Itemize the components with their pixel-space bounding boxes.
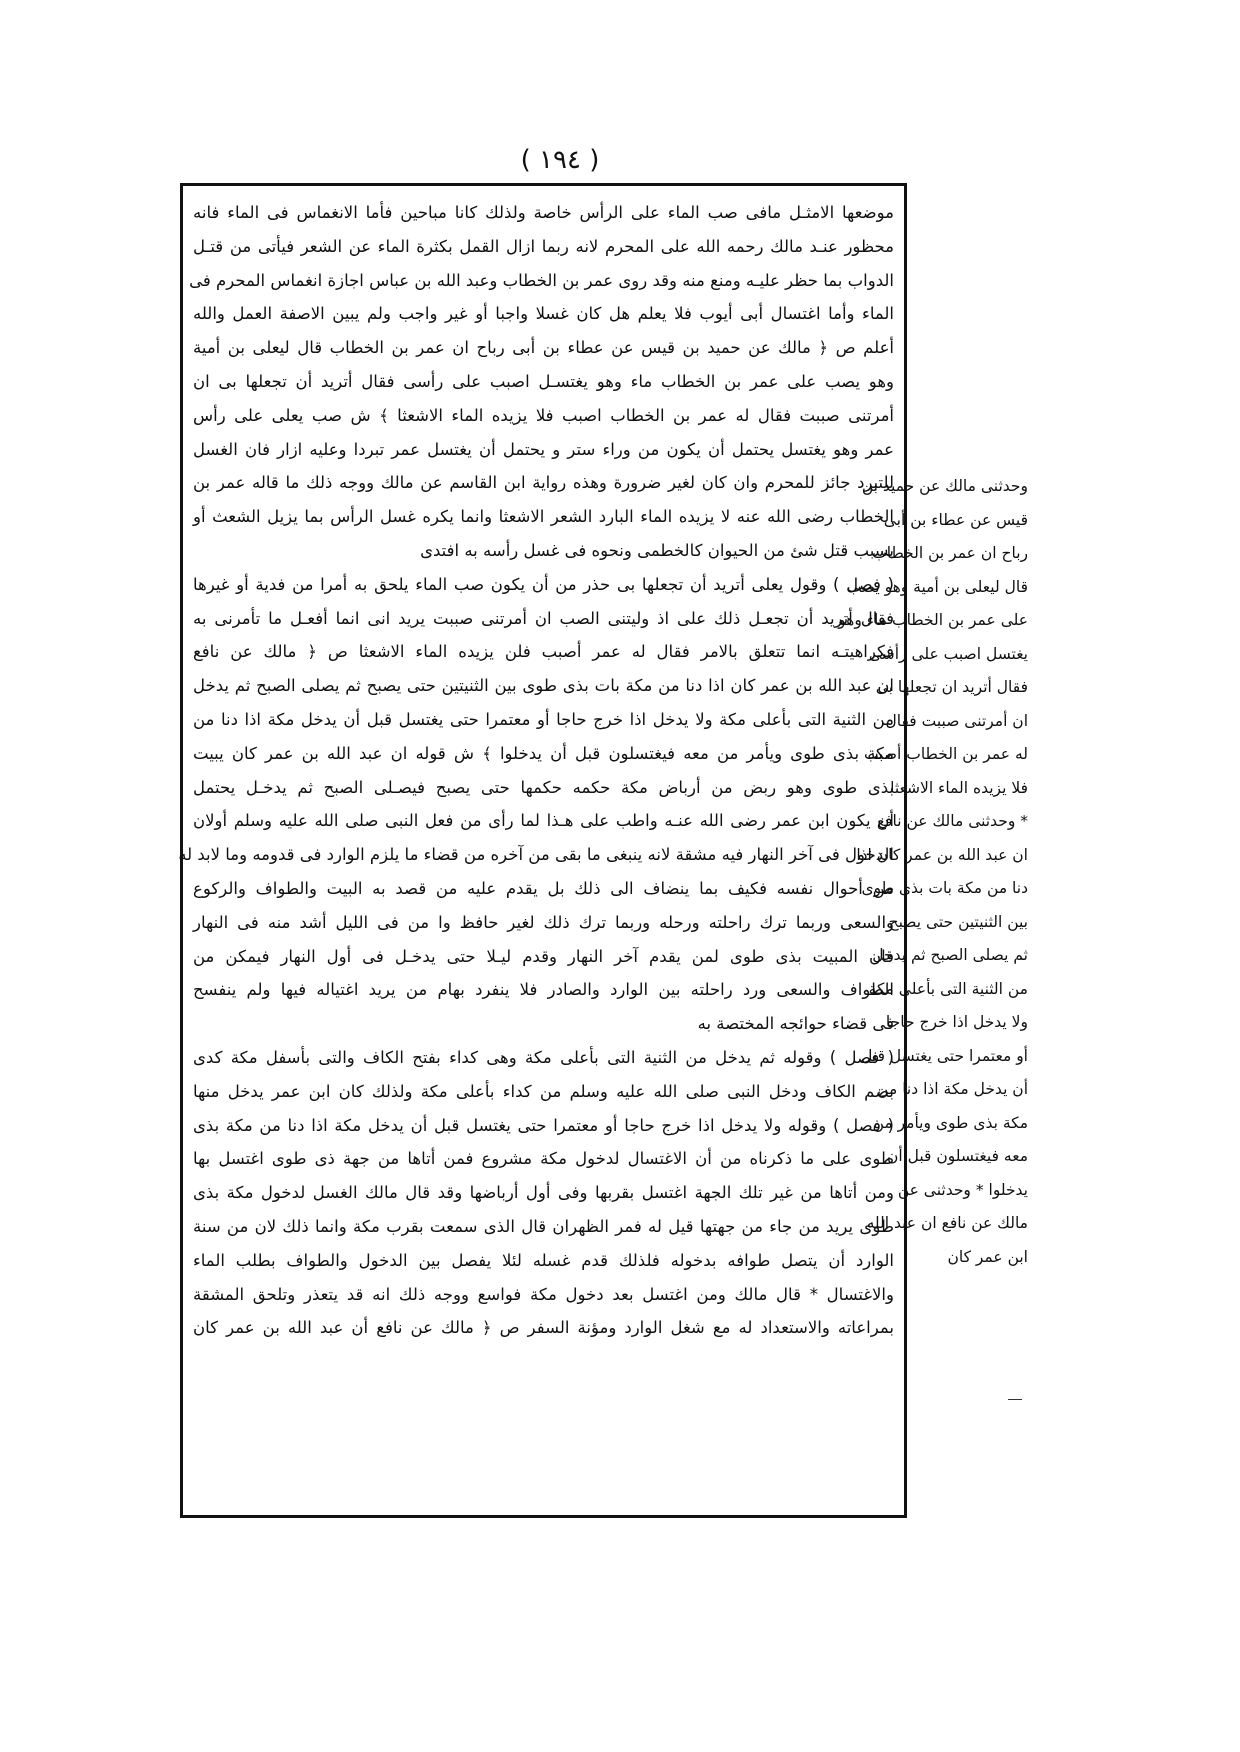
margin-text-line: رباح ان عمر بن الخطاب bbox=[872, 544, 1028, 562]
margin-text-line: فقال أتريد ان تجعلها بى bbox=[875, 678, 1028, 696]
main-text-line: بسبب قتل شئ من الحيوان كالخطمى ونحوه فى غسل رأسه به افتدى bbox=[420, 540, 894, 560]
margin-text-line: ولا يدخل اذا خرج حاجا bbox=[885, 1013, 1028, 1031]
margin-text-line: مكة بذى طوى ويأمر من bbox=[872, 1113, 1028, 1132]
main-text-line: ان عبد الله بن عمر كان اذا دنا من مكة بات بذى طوى بين الثنيتين حتى يصبح ثم يصلى الصبح ثم يدخل bbox=[193, 676, 894, 696]
margin-text-line: دنا من مكة بات بذى طوى bbox=[861, 879, 1028, 897]
margin-text-line: يدخلوا * وحدثنى عن bbox=[897, 1180, 1028, 1199]
main-text-line: الطواف والسعى ورد راحلته بين الوارد والصادر فلا ينفرد بهام من يريد اغتياله فيها ولم ينفسح bbox=[193, 980, 894, 1000]
main-text-line: بذى طوى وهو ربض من أرباض مكة حكمه حكمها حتى يصبح فيصـلى الصبح ثم يدخـل يحتمل bbox=[193, 777, 894, 797]
main-text-frame bbox=[180, 183, 907, 1518]
margin-text-column bbox=[838, 470, 1028, 1274]
margin-text-line: من الثنية التى بأعلى مكة bbox=[868, 979, 1028, 998]
main-text-line: أمرتنى صببت فقال له عمر بن الخطاب اصبب فلا يزيده الماء الاشعثا ﴾ ش صب يعلى على رأس bbox=[193, 405, 894, 425]
main-text-line: أن يكون ابن عمر رضى الله عنـه واطب على هـذا لما رأى من فعل النبى صلى الله عليه وسلم أولان bbox=[193, 811, 894, 831]
main-text-line: عمر وهو يغتسل يحتمل أن يكون من وراء ستر و يحتمل أن يغتسل عمر تبردا وعليه ازار فان الغسل bbox=[193, 439, 894, 459]
margin-text-line: يغتسل اصبب على رأسى bbox=[868, 644, 1028, 663]
margin-divider-mark bbox=[1008, 1399, 1022, 1400]
margin-text-line: * وحدثنى مالك عن نافع bbox=[876, 812, 1028, 830]
main-text-line: بمراعاته والاستعداد له مع شغل الوارد ومؤنة السفر ص ﴿ مالك عن نافع أن عبد الله بن عمر كان bbox=[193, 1318, 894, 1338]
main-text-line: ومن أتاها من غير تلك الجهة اغتسل بقربها وفى أول أرباضها وقد قال مالك الغسل لدخول مكة بذى bbox=[193, 1183, 894, 1203]
margin-text-line: مالك عن نافع ان عبد الله bbox=[866, 1214, 1028, 1232]
main-text-line: فى قضاء حوائجه المختصة به bbox=[697, 1014, 894, 1034]
margin-text-line: أو معتمرا حتى يغتسل قبل bbox=[861, 1046, 1028, 1065]
margin-text-line: على عمر بن الخطاب ماء وهو bbox=[838, 611, 1028, 629]
main-text-line: طوى على ما ذكرناه من أن الاغتسال لدخول مكة مشروع فمن أتاها من جهة ذى طوى اغتسل بها bbox=[193, 1149, 894, 1169]
main-text-line: فان المبيت بذى طوى لمن يقدم آخر النهار وقدم ليـلا حتى يدخـل فى أول النهار فيمكن من bbox=[193, 946, 894, 966]
main-text-line: موضعها الامثـل مافى صب الماء على الرأس خاصة ولذلك كانا مباحين فأما الانغماس فى الماء فانه bbox=[193, 203, 894, 222]
main-text-line: من الثنية التى بأعلى مكة ولا يدخل اذا خرج حاجا أو معتمرا حتى يغتسل قبل أن يدخل مكة اذا دنا من bbox=[193, 709, 894, 729]
main-text-line: وهو يصب على عمر بن الخطاب ماء وهو يغتسـل اصبب على رأسى فقال أتريد أن تجعلها بى ان bbox=[193, 371, 894, 391]
main-text-line: ( فصل ) وقوله ثم يدخل من الثنية التى بأعلى مكة وهى كداء بفتح الكاف والتى بأسفل مكة كدى bbox=[193, 1047, 894, 1067]
margin-text-line: ان عبد الله بن عمر كان اذا bbox=[856, 845, 1028, 864]
margin-text-line: قيس عن عطاء بن أبى bbox=[883, 510, 1028, 529]
margin-text-line: معه فيغتسلون قبل أن bbox=[887, 1147, 1028, 1165]
main-text-line: بضم الكاف ودخل النبى صلى الله عليه وسلم من كداء بأعلى مكة ولذلك كان ابن عمر يدخل منها bbox=[193, 1081, 894, 1101]
main-text-line: الوارد أن يتصل طوافه بدخوله فلذلك قدم غسله لئلا يفصل بين الدخول والطواف بطلب الماء bbox=[193, 1250, 894, 1270]
margin-text-line: قال ليعلى بن أمية وهو يصب bbox=[846, 577, 1028, 596]
main-text-line: مكة بذى طوى ويأمر من معه فيغتسلون قبل أن يدخلوا ﴾ ش قوله ان عبد الله بن عمر كان يبيت bbox=[193, 743, 894, 763]
margin-text-line: فلا يزيده الماء الاشعثا bbox=[890, 778, 1028, 797]
main-text-line: طوى يريد من جاء من جهتها قيل له فمر الظهران قال الذى سمعت بقرب مكة وانما ذلك لان من سنة bbox=[193, 1216, 894, 1236]
main-text-line: ( فصل ) وقول يعلى أتريد أن تجعلها بى حذر من أن يكون صب الماء يلحق به أمرا من فدية أو غيرها bbox=[193, 574, 894, 594]
margin-text-line: بين الثنيتين حتى يصبح bbox=[888, 912, 1028, 931]
main-text-line: للتبرد جائز للمحرم وان كان لغير ضرورة وهذه رواية ابن القاسم عن مالك ووجه ذلك ما قاله عمر بن bbox=[193, 473, 894, 493]
margin-text-line: له عمر بن الخطاب أصبب bbox=[863, 745, 1028, 763]
main-text-line: والاغتسال * قال مالك ومن اغتسل بعد دخول مكة فواسع ووجه ذلك انه قد يتعذر وتلحق المشقة bbox=[193, 1284, 894, 1304]
page-number: ( ١٩٤ ) bbox=[520, 145, 600, 175]
margin-text-line: وحدثنى مالك عن حميد بن bbox=[861, 477, 1028, 495]
main-text-line: الدخول فى آخر النهار فيه مشقة لانه ينبغى ما بقى من آخره من قضاء ما يلزم الوارد فى قدومه وما لابد له bbox=[178, 845, 894, 865]
main-text-line: ( فصل ) وقوله ولا يدخل اذا خرج حاجا أو معتمرا حتى يغتسل قبل أن يدخل مكة اذا دنا من مكة بذى bbox=[193, 1115, 894, 1135]
main-text-line: والسعى وربما ترك راحلته ورحله وربما ترك ذلك لغير حافظ وا من فى الليل أشد منه فى النهار bbox=[193, 912, 894, 932]
margin-text-line: أن يدخل مكة اذا دنا من bbox=[877, 1080, 1028, 1098]
main-text-line: فقال أتريد أن تجعـل ذلك على اذ وليتنى الصب ان أمرتنى صببت يريد انى انما أفعـل ما تأمرنى به bbox=[193, 608, 894, 628]
main-text-line: فكراهيتـه انما تتعلق بالامر فقال له عمر أصبب فلن يزيده الماء الاشعثا ص ﴿ مالك عن نافع bbox=[193, 642, 894, 662]
main-text-line: من أحوال نفسه فكيف بما ينضاف الى ذلك بل يقدم عليه من قصد به البيت والطواف والركوع bbox=[193, 878, 894, 898]
main-text-line: الخطاب رضى الله عنه لا يزيده الماء البارد الشعر الاشعثا وانما يكره غسل الرأس بما يزيل الشعث أو bbox=[193, 507, 894, 527]
main-text-line: الماء وأما اغتسال أبى أيوب فلا يعلم هل كان غسلا واجبا أو غير واجب ولم يبين الاصفة العمل والله bbox=[193, 304, 894, 324]
main-text-line: أعلم ص ﴿ مالك عن حميد بن قيس عن عطاء بن أبى رباح ان عمر بن الخطاب قال ليعلى بن أمية bbox=[193, 338, 894, 358]
main-text-line: محظور عنـد مالك رحمه الله على المحرم لانه ربما ازال القمل بكثرة الماء عن الشعر فيأتى من قتـل bbox=[193, 236, 894, 256]
main-text-line: الدواب بما حظر عليـه ومنع منه وقد روى عمر بن الخطاب وعبد الله بن عباس اجازة انغماس المحرم فى bbox=[189, 270, 894, 290]
margin-text-line: ثم يصلى الصبح ثم يدخل bbox=[872, 946, 1028, 964]
margin-text-line: ابن عمر كان bbox=[947, 1247, 1028, 1266]
margin-text-line: ان أمرتنى صببت فقال bbox=[885, 711, 1028, 730]
